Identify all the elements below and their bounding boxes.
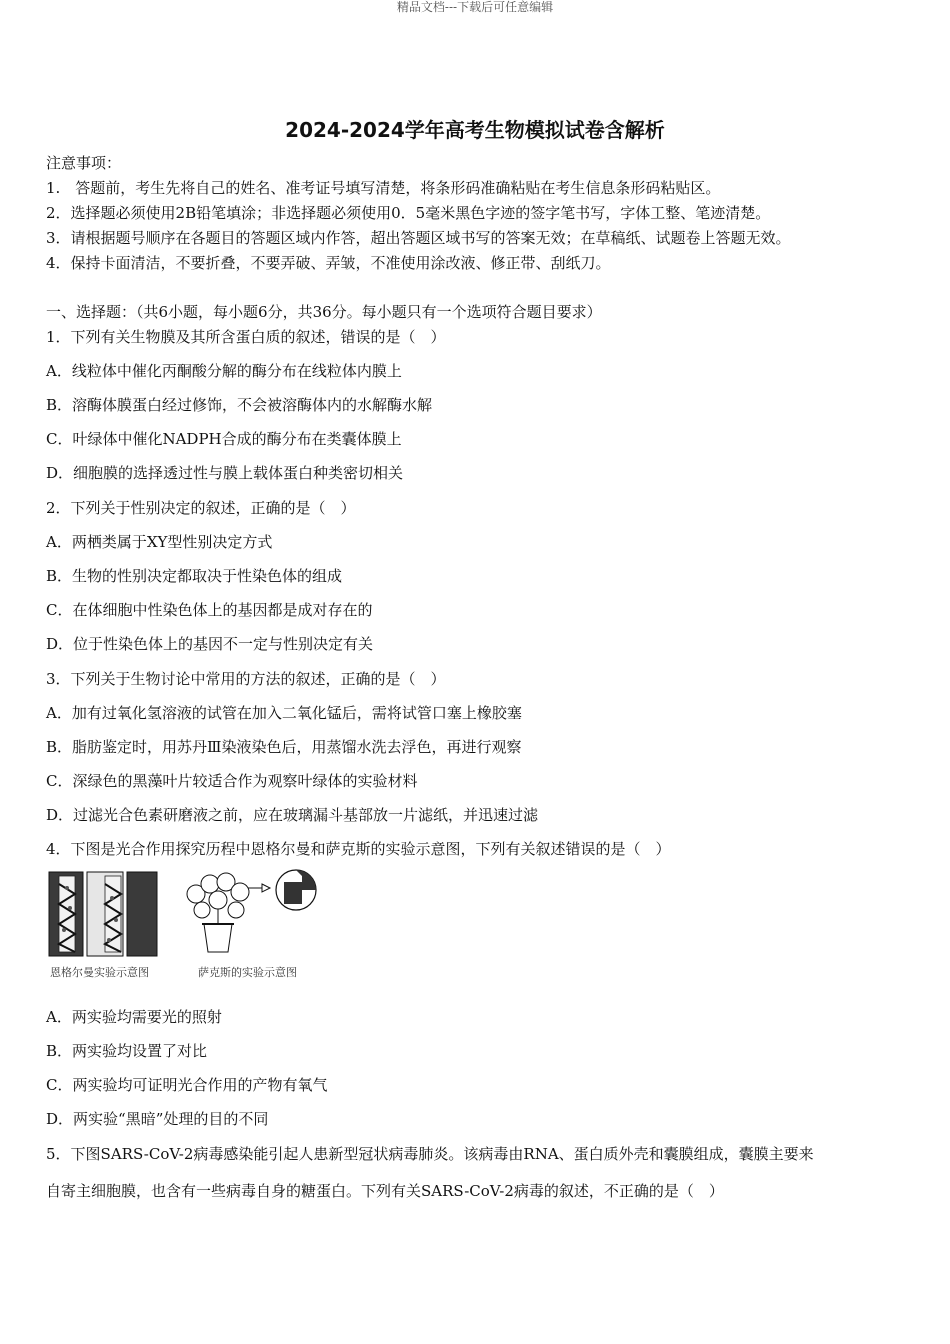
section-heading: 一、选择题：（共6小题，每小题6分，共36分。每小题只有一个选项符合题目要求） bbox=[46, 303, 602, 321]
option-item: A．线粒体中催化丙酮酸分解的酶分布在线粒体内膜上 bbox=[46, 362, 402, 380]
question-stem: 2．下列关于性别决定的叙述，正确的是（ ） bbox=[46, 499, 356, 517]
page-title: 2024-2024学年高考生物模拟试卷含解析 bbox=[285, 118, 665, 142]
option-item: D．两实验“黑暗”处理的目的不同 bbox=[46, 1110, 269, 1128]
experiment-figure bbox=[46, 868, 346, 986]
notice-item: 2．选择题必须使用2B铅笔填涂；非选择题必须使用0．5毫米黑色字迹的签字笔书写，字体工整、笔迹清楚。 bbox=[46, 204, 771, 222]
header-watermark: 精品文档---下载后可任意编辑 bbox=[396, 0, 554, 14]
question-stem-continued: 自寄主细胞膜，也含有一些病毒自身的糖蛋白。下列有关SARS-CoV-2病毒的叙述，不正确的是（ ） bbox=[46, 1182, 724, 1200]
option-item: A．两栖类属于XY型性别决定方式 bbox=[46, 533, 273, 551]
option-item: B．生物的性别决定都取决于性染色体的组成 bbox=[46, 567, 343, 585]
notice-item: 3．请根据题号顺序在各题目的答题区域内作答，超出答题区域书写的答案无效；在草稿纸、试题卷上答题无效。 bbox=[46, 229, 791, 247]
figure-caption-engelmann: 恩格尔曼实验示意图 bbox=[50, 966, 149, 979]
question-stem: 3．下列关于生物讨论中常用的方法的叙述，正确的是（ ） bbox=[46, 670, 446, 688]
notice-heading: 注意事项： bbox=[46, 154, 122, 172]
option-item: A．加有过氧化氢溶液的试管在加入二氧化锰后，需将试管口塞上橡胶塞 bbox=[46, 704, 522, 722]
figure-caption-sachs: 萨克斯的实验示意图 bbox=[198, 966, 297, 979]
option-item: C．叶绿体中催化NADPH合成的酶分布在类囊体膜上 bbox=[46, 430, 402, 448]
option-item: B．两实验均设置了对比 bbox=[46, 1042, 208, 1060]
option-item: B．溶酶体膜蛋白经过修饰，不会被溶酶体内的水解酶水解 bbox=[46, 396, 433, 414]
option-item: B．脂肪鉴定时，用苏丹Ⅲ染液染色后，用蒸馏水洗去浮色，再进行观察 bbox=[46, 738, 522, 756]
option-item: A．两实验均需要光的照射 bbox=[46, 1008, 222, 1026]
option-item: C．深绿色的黑藻叶片较适合作为观察叶绿体的实验材料 bbox=[46, 772, 418, 790]
option-item: D．过滤光合色素研磨液之前，应在玻璃漏斗基部放一片滤纸，并迅速过滤 bbox=[46, 806, 539, 824]
notice-item: 1. 答题前，考生先将自己的姓名、准考证号填写清楚，将条形码准确粘贴在考生信息条形码粘贴区。 bbox=[46, 179, 721, 197]
question-stem: 4．下图是光合作用探究历程中恩格尔曼和萨克斯的实验示意图，下列有关叙述错误的是（ ） bbox=[46, 840, 671, 858]
notice-item: 4．保持卡面清洁，不要折叠，不要弄破、弄皱，不准使用涂改液、修正带、刮纸刀。 bbox=[46, 254, 611, 272]
option-item: D．细胞膜的选择透过性与膜上载体蛋白种类密切相关 bbox=[46, 464, 404, 482]
question-stem: 1．下列有关生物膜及其所含蛋白质的叙述，错误的是（ ） bbox=[46, 328, 446, 346]
sachs-diagram bbox=[187, 870, 316, 952]
option-item: C．在体细胞中性染色体上的基因都是成对存在的 bbox=[46, 601, 373, 619]
option-item: D．位于性染色体上的基因不一定与性别决定有关 bbox=[46, 635, 374, 653]
engelmann-diagram bbox=[49, 872, 157, 956]
option-item: C．两实验均可证明光合作用的产物有氧气 bbox=[46, 1076, 328, 1094]
question-stem: 5．下图SARS-CoV-2病毒感染能引起人患新型冠状病毒肺炎。该病毒由RNA、蛋白质外壳和囊膜组成，囊膜主要来 bbox=[46, 1145, 814, 1163]
